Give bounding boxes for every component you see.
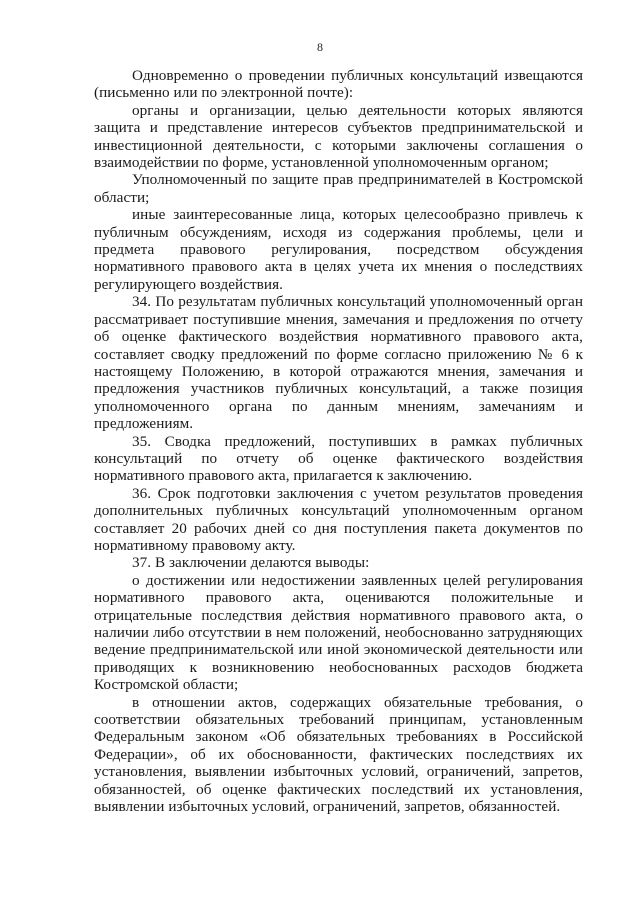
document-body [94,67,583,815]
paragraph: органы и организации, целью деятельности которых являются защита и представление интересов субъектов предпринимательской и инвестиционной деятельности, с которыми заключены соглашения о взаимодействии по форме, установленной уполномоченным органом; [94,101,583,172]
paragraph: Одновременно о проведении публичных консультаций извещаются (письменно или по электронной почте): [94,67,583,102]
paragraph: 35. Сводка предложений, поступивших в рамках публичных консультаций по отчету об оценке фактического воздействия нормативного правового акта, прилагается к заключению. [94,432,583,485]
paragraph: иные заинтересованные лица, которых целесообразно привлечь к публичным обсуждениям, исходя из содержания проблемы, цели и предмета правового регулирования, посредством обсуждения нормативного правового акта в целях учета их мнения о последствиях регулирующего воздействия. [94,206,583,293]
paragraph: Уполномоченный по защите прав предпринимателей в Костромской области; [94,171,583,206]
page-number: 8 [317,40,323,54]
paragraph: 36. Срок подготовки заключения с учетом результатов проведения дополнительных публичных консультаций уполномоченным органом составляет 20 рабочих дней со дня поступления пакета документов по нормативному правовому акту. [94,484,583,554]
paragraph: о достижении или недостижении заявленных целей регулирования нормативного правового акта, оцениваются положительные и отрицательные последствия действия нормативного правового акта, о наличии либо отсутствии в нем положений, необоснованно затрудняющих ведение предпринимательской или иной экономической деятельности или приводящих к возникновению необоснованных расходов бюджета Костромской области; [94,571,583,694]
paragraph: 37. В заключении делаются выводы: [132,554,370,572]
paragraph: 34. По результатам публичных консультаций уполномоченный орган рассматривает поступившие мнения, замечания и предложения по отчету об оценке фактического воздействия нормативного правового акта, составляет сводку предложений по форме согласно приложению № 6 к настоящему Положению, в которой отражаются мнения, замечания и предложения участников публичных консультаций, а также позиция уполномоченного органа по данным мнениям, замечаниям и предложениям. [94,293,583,433]
paragraph: в отношении актов, содержащих обязательные требования, о соответствии обязательных требований принципам, установленным Федеральным законом «Об обязательных требованиях в Российской Федерации», об их обоснованности, фактических последствиях их установления, выявлении избыточных условий, ограничений, запретов, обязанностей, об оценке фактических последствий их установления, выявлении избыточных условий, ограничений, запретов, обязанностей. [94,693,583,816]
